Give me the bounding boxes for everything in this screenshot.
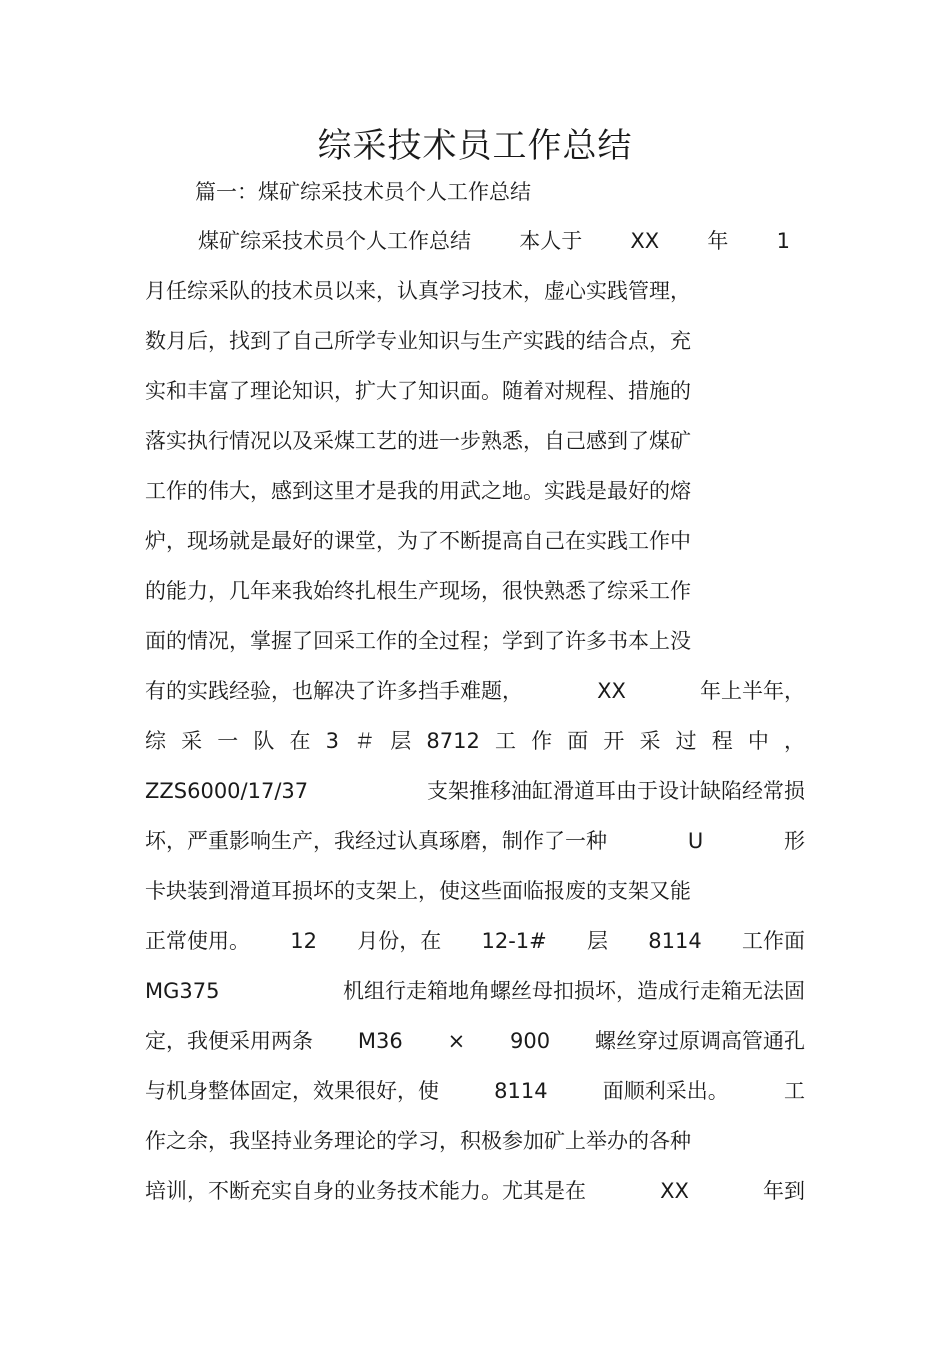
body-text-segment: 月任综采队的技术员以来，认真学习技术，虚心实践管理， (145, 279, 691, 303)
body-text-segment: × (447, 1029, 466, 1053)
body-line (145, 1123, 691, 1159)
body-text-segment: 8114 (648, 929, 702, 953)
body-text-segment: 落实执行情况以及采煤工艺的进一步熟悉，自己感到了煤矿 (145, 429, 691, 453)
body-text-segment: 900 (510, 1029, 551, 1053)
body-line (145, 873, 691, 909)
body-line (145, 323, 691, 359)
body-line (145, 673, 805, 709)
body-line (145, 773, 805, 809)
body-line (145, 1073, 805, 1109)
body-text-segment: 3 (325, 729, 339, 753)
body-text-segment: 程 (711, 729, 733, 753)
body-line (145, 823, 805, 859)
body-line (145, 373, 691, 409)
body-text-segment: 工作面 (741, 929, 805, 953)
body-text-segment: 12-1# (481, 929, 547, 953)
body-text-segment: 1 (776, 229, 790, 253)
body-text-segment: 年到 (763, 1179, 805, 1203)
body-text-segment: 工 (494, 729, 516, 753)
body-text-segment: XX (630, 229, 660, 253)
body-line (145, 723, 805, 759)
body-text-segment: 卡块装到滑道耳损坏的支架上，使这些面临报废的支架又能 (145, 879, 691, 903)
body-text-segment: 在 (289, 729, 311, 753)
body-line (198, 223, 790, 259)
body-line (145, 423, 691, 459)
body-line (145, 923, 805, 959)
body-text-segment: 工 (783, 1079, 805, 1103)
body-text-segment: 年 (707, 229, 729, 253)
body-line (145, 623, 691, 659)
body-text-segment: 过 (675, 729, 697, 753)
body-text-segment: 正常使用。 (145, 929, 250, 953)
body-text-segment: 实和丰富了理论知识，扩大了知识面。随着对规程、措施的 (145, 379, 691, 403)
body-text-segment: 有的实践经验，也解决了许多挡手难题， (145, 679, 523, 703)
body-text-segment: ， (783, 729, 805, 753)
document-subtitle: 篇一：煤矿综采技术员个人工作总结 (195, 180, 531, 204)
body-text-segment: 月份，在 (357, 929, 442, 953)
body-text-segment: 定，我便采用两条 (145, 1029, 313, 1053)
body-text-segment: 形 (784, 829, 805, 853)
body-text-segment: U (687, 829, 704, 853)
body-text-segment: 开 (603, 729, 625, 753)
body-text-segment: 的能力，几年来我始终扎根生产现场，很快熟悉了综采工作 (145, 579, 691, 603)
body-line (145, 973, 805, 1009)
body-line (145, 573, 691, 609)
document-title: 综采技术员工作总结 (317, 126, 633, 166)
body-text-segment: 工作的伟大，感到这里才是我的用武之地。实践是最好的熔 (145, 479, 691, 503)
body-text-segment: 本人于 (519, 229, 583, 253)
body-text-segment: 机组行走箱地角螺丝母扣损坏，造成行走箱无法固 (343, 979, 805, 1003)
body-text-segment: 队 (253, 729, 275, 753)
body-line (145, 523, 691, 559)
body-text-segment: 层 (390, 729, 412, 753)
body-line (145, 473, 691, 509)
body-text-segment: 8712 (426, 729, 480, 753)
body-text-segment: 采 (639, 729, 661, 753)
body-text-segment: 面 (567, 729, 589, 753)
body-text-segment: 中 (747, 729, 769, 753)
body-line (145, 1173, 805, 1209)
body-text-segment: 年上半年， (700, 679, 805, 703)
body-text-segment: 8114 (494, 1079, 548, 1103)
body-text-segment: 面顺利采出。 (602, 1079, 729, 1103)
body-text-segment: 煤矿综采技术员个人工作总结 (198, 229, 471, 253)
body-text-segment: 支架推移油缸滑道耳由于设计缺陷经常损 (427, 779, 805, 803)
body-text-segment: 12 (290, 929, 317, 953)
body-text-segment: ＃ (354, 729, 376, 753)
body-text-segment: 作之余，我坚持业务理论的学习，积极参加矿上举办的各种 (145, 1129, 691, 1153)
body-text-segment: MG375 (145, 979, 220, 1003)
body-text-segment: 面的情况，掌握了回采工作的全过程；学到了许多书本上没 (145, 629, 691, 653)
body-text-segment: 炉，现场就是最好的课堂，为了不断提高自己在实践工作中 (145, 529, 691, 553)
body-text-segment: XX (660, 1179, 689, 1203)
body-text-segment: M36 (357, 1029, 403, 1053)
body-text-segment: ZZS6000/17/37 (145, 779, 309, 803)
body-text-segment: 层 (587, 929, 608, 953)
body-text-segment: 与机身整体固定，效果很好，使 (145, 1079, 439, 1103)
body-text-segment: 数月后，找到了自己所学专业知识与生产实践的结合点，充 (145, 329, 691, 353)
body-text-segment: 培训，不断充实自身的业务技术能力。尤其是在 (145, 1179, 586, 1203)
body-text-segment: 作 (531, 729, 553, 753)
body-text-segment: 采 (181, 729, 203, 753)
body-text-segment: 螺丝穿过原调高管通孔 (594, 1029, 805, 1053)
body-text-segment: 坏，严重影响生产，我经过认真琢磨，制作了一种 (145, 829, 607, 853)
body-text-segment: 综 (145, 729, 166, 753)
body-line (145, 1023, 805, 1059)
body-text-segment: XX (597, 679, 626, 703)
body-text-segment: 一 (217, 729, 239, 753)
body-line (145, 273, 691, 309)
